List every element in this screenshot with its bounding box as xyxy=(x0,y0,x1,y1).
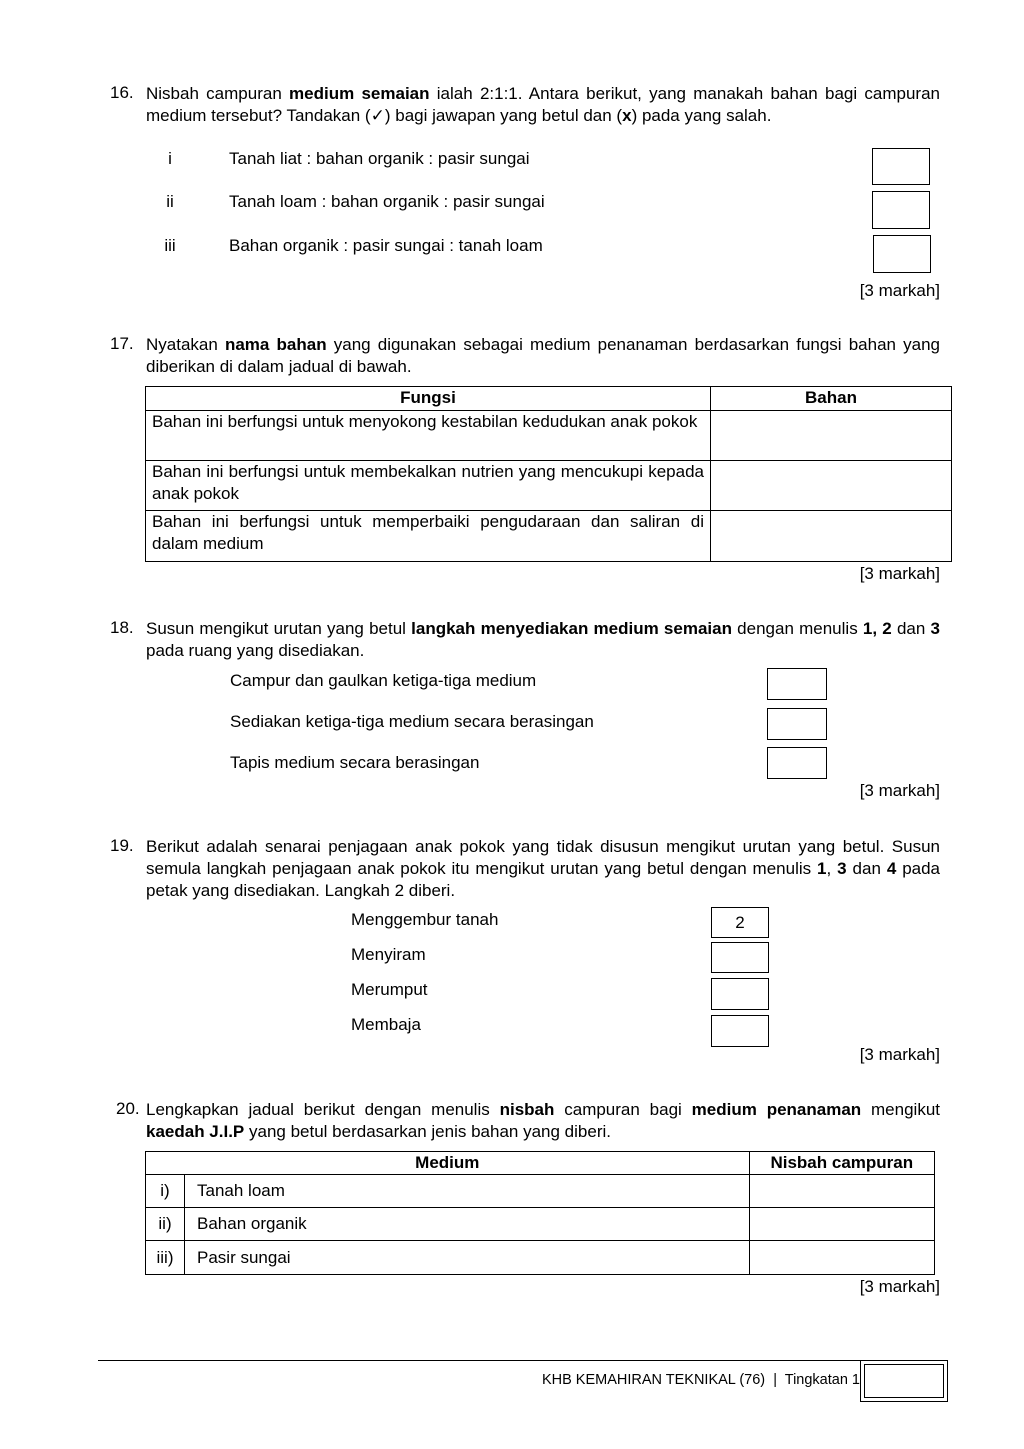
q18-item1-text: Campur dan gaulkan ketiga-tiga medium xyxy=(230,671,537,690)
q18-item3-text: Tapis medium secara berasingan xyxy=(230,753,480,772)
q19-item1-text: Menggembur tanah xyxy=(351,910,499,929)
q16-item-ii-answer-box[interactable] xyxy=(872,191,930,229)
q19-item2-answer-box[interactable] xyxy=(711,942,769,973)
q16-number: 16. xyxy=(110,83,134,102)
q17-row3-bahan-cell[interactable] xyxy=(711,511,952,562)
q16-item-iii-text: Bahan organik : pasir sungai : tanah loam xyxy=(229,236,543,255)
q16-item-i-text: Tanah liat : bahan organik : pasir sungai xyxy=(229,149,530,168)
q19-number: 19. xyxy=(110,836,134,855)
q20-row1-nisbah-cell[interactable] xyxy=(749,1175,934,1208)
q18-number: 18. xyxy=(110,618,134,637)
footer-divider xyxy=(98,1360,948,1361)
q17-row1-bahan-cell[interactable] xyxy=(711,411,952,461)
table-row xyxy=(146,1175,935,1208)
q16-question: Nisbah campuran medium semaian ialah 2:1:1. Antara berikut, yang manakah bahan bagi campuran medium tersebut? Tandakan (✓) bagi jawapan yang betul dan (x) pada yang salah. xyxy=(146,84,940,125)
q20-row3-medium: Pasir sungai xyxy=(185,1241,750,1275)
q16-marks: [3 markah] xyxy=(859,281,940,300)
q20-row1-numeral: i) xyxy=(146,1175,185,1208)
q20-row2-numeral: ii) xyxy=(146,1208,185,1241)
q19-item3-answer-box[interactable] xyxy=(711,978,769,1010)
q20-header-nisbah: Nisbah campuran xyxy=(749,1152,934,1175)
q17-marks: [3 markah] xyxy=(859,564,940,583)
q17-row3-fungsi: Bahan ini berfungsi untuk memperbaiki pengudaraan dan saliran di dalam medium xyxy=(146,511,711,562)
q17-question: Nyatakan nama bahan yang digunakan sebagai medium penanaman berdasarkan fungsi bahan yang diberikan di dalam jadual di bawah. xyxy=(146,335,940,376)
table-row xyxy=(146,411,952,461)
q18-item3-answer-box[interactable] xyxy=(767,747,827,779)
q20-row3-numeral: iii) xyxy=(146,1241,185,1275)
q20-table xyxy=(145,1151,935,1275)
q17-row2-fungsi: Bahan ini berfungsi untuk membekalkan nutrien yang mencukupi kepada anak pokok xyxy=(146,461,711,511)
table-row xyxy=(146,461,952,511)
q16-item-iii-answer-box[interactable] xyxy=(873,235,931,273)
q20-question: Lengkapkan jadual berikut dengan menulis nisbah campuran bagi medium penanaman mengikut kaedah J.I.P yang betul berdasarkan jenis bahan yang diberi. xyxy=(146,1100,940,1141)
q20-row2-nisbah-cell[interactable] xyxy=(749,1208,934,1241)
table-row xyxy=(146,1208,935,1241)
q17-row2-bahan-cell[interactable] xyxy=(711,461,952,511)
q20-row3-nisbah-cell[interactable] xyxy=(749,1241,934,1275)
q16-item-i-numeral: i xyxy=(168,149,172,168)
q19-marks: [3 markah] xyxy=(859,1045,940,1064)
q16-item-ii-numeral: ii xyxy=(166,192,174,211)
q18-question: Susun mengikut urutan yang betul langkah menyediakan medium semaian dengan menulis 1, 2 dan 3 pada ruang yang disediakan. xyxy=(146,619,940,660)
q17-table xyxy=(145,386,952,562)
q19-item4-text: Membaja xyxy=(351,1015,421,1034)
q16-item-ii-text: Tanah loam : bahan organik : pasir sungai xyxy=(229,192,545,211)
q18-item2-text: Sediakan ketiga-tiga medium secara berasingan xyxy=(230,712,594,731)
q19-item2-text: Menyiram xyxy=(351,945,426,964)
q17-header-fungsi: Fungsi xyxy=(146,387,711,411)
q20-row1-medium: Tanah loam xyxy=(185,1175,750,1208)
q17-row1-fungsi: Bahan ini berfungsi untuk menyokong kestabilan kedudukan anak pokok xyxy=(146,411,711,461)
q19-item3-text: Merumput xyxy=(351,980,428,999)
q18-item2-answer-box[interactable] xyxy=(767,708,827,740)
page-number xyxy=(864,1364,944,1398)
q20-row2-medium: Bahan organik xyxy=(185,1208,750,1241)
table-row xyxy=(146,511,952,562)
q16-item-i-answer-box[interactable] xyxy=(872,148,930,185)
page-number-box xyxy=(860,1360,948,1402)
q18-item1-answer-box[interactable] xyxy=(767,668,827,700)
q17-number: 17. xyxy=(110,334,134,353)
q20-number: 20. xyxy=(116,1099,140,1118)
check-icon: ✓ xyxy=(370,106,385,125)
q20-header-medium: Medium xyxy=(146,1152,750,1175)
q19-item1-answer-box: 2 xyxy=(711,907,769,938)
table-row xyxy=(146,1241,935,1275)
footer-subject-label: KHB KEMAHIRAN TEKNIKAL (76) | Tingkatan 1 xyxy=(541,1372,860,1388)
q18-marks: [3 markah] xyxy=(859,781,940,800)
q19-item4-answer-box[interactable] xyxy=(711,1015,769,1047)
q16-item-iii-numeral: iii xyxy=(164,236,176,255)
q20-marks: [3 markah] xyxy=(859,1277,940,1296)
q17-header-bahan: Bahan xyxy=(711,387,952,411)
q19-question: Berikut adalah senarai penjagaan anak pokok yang tidak disusun mengikut urutan yang betul. Susun semula langkah penjagaan anak pokok itu mengikut urutan yang betul dengan menulis 1, 3 dan 4 pada petak yang disediakan. Langkah 2 diberi. xyxy=(146,837,941,900)
